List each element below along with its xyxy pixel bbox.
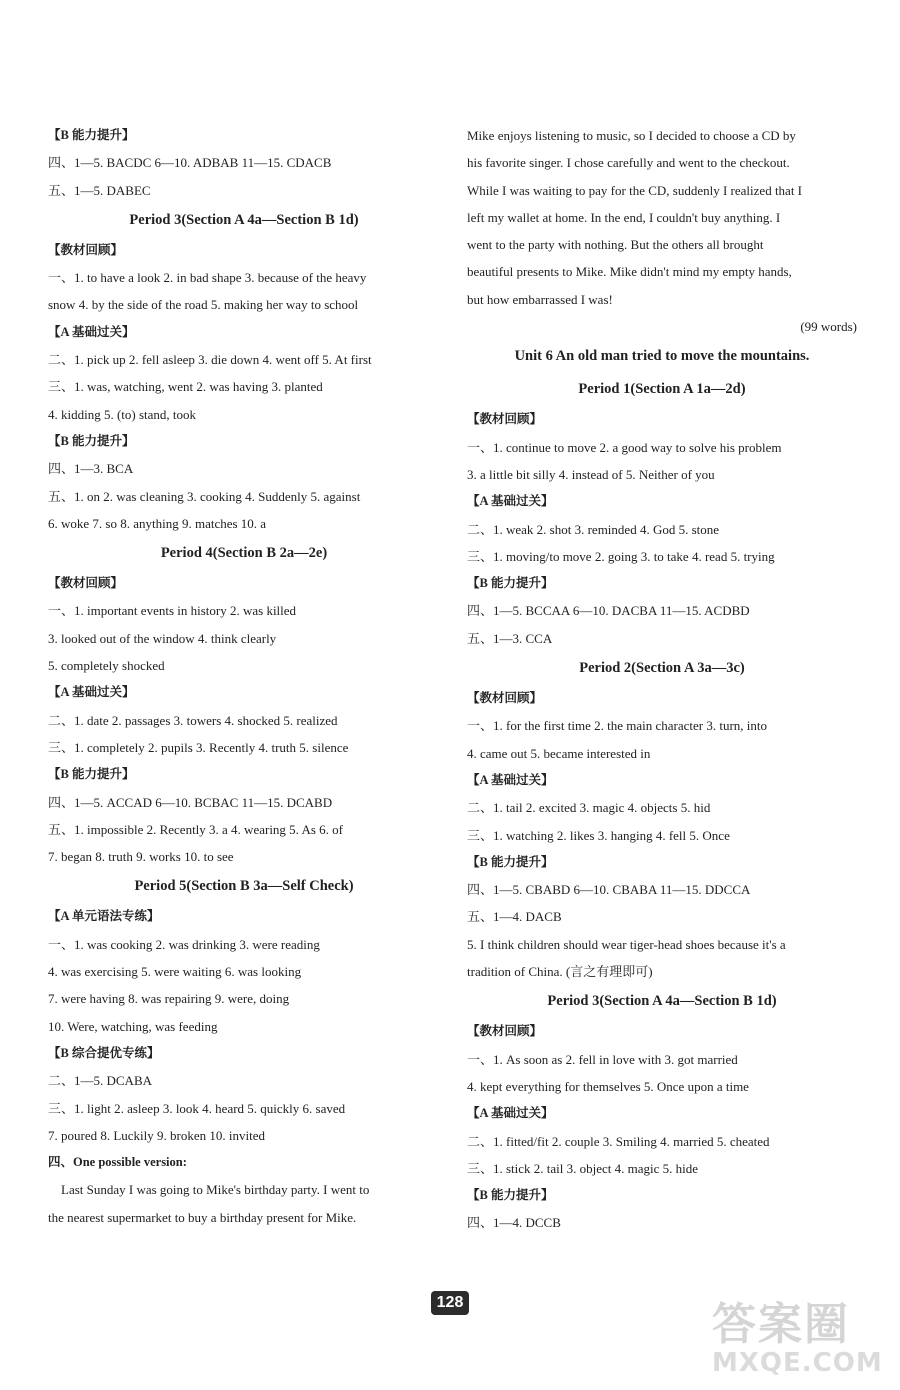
- section-label: 【B 综合提优专练】: [48, 1045, 160, 1060]
- answer-line: 4. came out 5. became interested in: [467, 745, 651, 761]
- answer-line: 四、1—5. ACCAD 6—10. BCBAC 11—15. DCABD: [48, 794, 333, 810]
- section-label: 【B 能力提升】: [48, 128, 135, 142]
- answer-line: 三、1. completely 2. pupils 3. Recently 4. truth 5. silence: [48, 739, 349, 755]
- word-count: (99 words): [800, 319, 857, 335]
- section-label: 【教材回顾】: [467, 691, 543, 706]
- answer-line: 一、1. As soon as 2. fell in love with 3. got married: [467, 1051, 738, 1067]
- answer-line: 四、1—4. DCCB: [467, 1215, 561, 1231]
- section-label: 【教材回顾】: [467, 1024, 543, 1039]
- essay-line: beautiful presents to Mike. Mike didn't mind my empty hands,: [467, 264, 792, 280]
- essay-line: but how embarrassed I was!: [467, 291, 613, 307]
- period-heading: Period 1(Section A 1a—2d): [578, 381, 746, 398]
- answer-line: 四、1—3. BCA: [48, 461, 134, 477]
- answer-line: 三、1. moving/to move 2. going 3. to take 4. read 5. trying: [467, 548, 775, 564]
- answer-line: 3. a little bit silly 4. instead of 5. Neither of you: [467, 466, 715, 482]
- answer-line: 四、1—5. BCCAA 6—10. DACBA 11—15. ACDBD: [467, 603, 750, 619]
- section-label: 【教材回顾】: [48, 576, 124, 591]
- section-label: 【教材回顾】: [467, 412, 543, 427]
- answer-line: 二、1. fitted/fit 2. couple 3. Smiling 4. married 5. cheated: [467, 1133, 770, 1149]
- section-label: 【教材回顾】: [48, 242, 124, 257]
- answer-line: 二、1. weak 2. shot 3. reminded 4. God 5. stone: [467, 521, 720, 537]
- period-heading: Period 3(Section A 4a—Section B 1d): [547, 993, 777, 1010]
- answer-line: 三、1. was, watching, went 2. was having 3. planted: [48, 379, 323, 395]
- answer-line: 一、1. was cooking 2. was drinking 3. were reading: [48, 936, 320, 952]
- essay-line: went to the party with nothing. But the others all brought: [467, 237, 764, 253]
- answer-line: 四、1—5. BACDC 6—10. ADBAB 11—15. CDACB: [48, 155, 332, 171]
- answer-line: 四、1—5. CBABD 6—10. CBABA 11—15. DDCCA: [467, 882, 751, 898]
- essay-line: his favorite singer. I chose carefully and went to the checkout.: [467, 155, 790, 171]
- period-heading: Period 3(Section A 4a—Section B 1d): [129, 211, 359, 228]
- period-heading: Period 5(Section B 3a—Self Check): [134, 878, 354, 895]
- answer-line: 三、1. watching 2. likes 3. hanging 4. fell 5. Once: [467, 827, 730, 843]
- answer-line: 五、1. on 2. was cleaning 3. cooking 4. Suddenly 5. against: [48, 488, 361, 504]
- answer-line: 一、1. continue to move 2. a good way to solve his problem: [467, 439, 782, 455]
- answer-line: 三、1. stick 2. tail 3. object 4. magic 5. hide: [467, 1160, 699, 1176]
- answer-line: 4. kept everything for themselves 5. Once upon a time: [467, 1078, 749, 1094]
- watermark-bottom-text: MXQE.COM: [712, 1348, 883, 1378]
- section-label: 【B 能力提升】: [467, 1188, 554, 1203]
- section-label: 【A 单元语法专练】: [48, 909, 160, 924]
- essay-line: Mike enjoys listening to music, so I decided to choose a CD by: [467, 128, 796, 143]
- answer-line: 三、1. light 2. asleep 3. look 4. heard 5. quickly 6. saved: [48, 1100, 346, 1116]
- answer-line: 二、1. tail 2. excited 3. magic 4. objects 5. hid: [467, 800, 711, 816]
- answer-line: 一、1. to have a look 2. in bad shape 3. because of the heavy: [48, 270, 367, 286]
- answer-line: 五、1—4. DACB: [467, 909, 562, 925]
- answer-line: tradition of China. (言之有理即可): [467, 964, 653, 980]
- section-label: 【B 能力提升】: [467, 576, 554, 591]
- section-label: 【B 能力提升】: [467, 854, 554, 869]
- section-label: 【A 基础过关】: [467, 1106, 554, 1121]
- page-number: 128: [431, 1291, 469, 1315]
- answer-line: 7. began 8. truth 9. works 10. to see: [48, 849, 234, 865]
- answer-line: 7. poured 8. Luckily 9. broken 10. invited: [48, 1127, 265, 1143]
- right-column: [467, 122, 857, 1237]
- section-label: 【A 基础过关】: [467, 494, 554, 509]
- unit-heading: Unit 6 An old man tried to move the mountains.: [514, 348, 810, 365]
- essay-line: Last Sunday I was going to Mike's birthday party. I went to: [48, 1182, 370, 1198]
- answer-line: 5. completely shocked: [48, 658, 165, 674]
- essay-line: left my wallet at home. In the end, I couldn't buy anything. I: [467, 209, 781, 225]
- answer-line: 6. woke 7. so 8. anything 9. matches 10. a: [48, 515, 267, 531]
- answer-line: 4. was exercising 5. were waiting 6. was looking: [48, 964, 302, 980]
- watermark-logo: [712, 1299, 898, 1386]
- essay-line: While I was waiting to pay for the CD, suddenly I realized that I: [467, 182, 803, 198]
- answer-line: 五、1—5. DABEC: [48, 182, 151, 198]
- answer-line: snow 4. by the side of the road 5. making her way to school: [48, 297, 359, 313]
- answer-line: 五、1. impossible 2. Recently 3. a 4. wearing 5. As 6. of: [48, 821, 343, 837]
- essay-line: the nearest supermarket to buy a birthday present for Mike.: [48, 1209, 357, 1225]
- watermark-top-text: 答案圈: [712, 1299, 850, 1350]
- period-heading: Period 4(Section B 2a—2e): [160, 545, 328, 562]
- section-label: 四、One possible version:: [48, 1155, 187, 1170]
- answer-line: 五、1—3. CCA: [467, 630, 553, 646]
- section-label: 【A 基础过关】: [467, 772, 554, 787]
- answer-line: 二、1. pick up 2. fell asleep 3. die down 4. went off 5. At first: [48, 352, 372, 368]
- answer-line: 4. kidding 5. (to) stand, took: [48, 406, 197, 422]
- section-label: 【A 基础过关】: [48, 685, 135, 700]
- left-column: [48, 122, 440, 1231]
- section-label: 【B 能力提升】: [48, 767, 135, 782]
- answer-line: 7. were having 8. was repairing 9. were, doing: [48, 991, 290, 1007]
- answer-line: 10. Were, watching, was feeding: [48, 1018, 218, 1034]
- section-label: 【A 基础过关】: [48, 324, 135, 339]
- section-label: 【B 能力提升】: [48, 433, 135, 448]
- answer-line: 二、1. date 2. passages 3. towers 4. shocked 5. realized: [48, 712, 338, 728]
- answer-line: 3. looked out of the window 4. think clearly: [48, 630, 277, 646]
- answer-line: 一、1. for the first time 2. the main character 3. turn, into: [467, 718, 767, 734]
- answer-line: 一、1. important events in history 2. was killed: [48, 603, 297, 619]
- answer-line: 二、1—5. DCABA: [48, 1073, 153, 1089]
- period-heading: Period 2(Section A 3a—3c): [579, 660, 745, 677]
- answer-line: 5. I think children should wear tiger-head shoes because it's a: [467, 936, 786, 952]
